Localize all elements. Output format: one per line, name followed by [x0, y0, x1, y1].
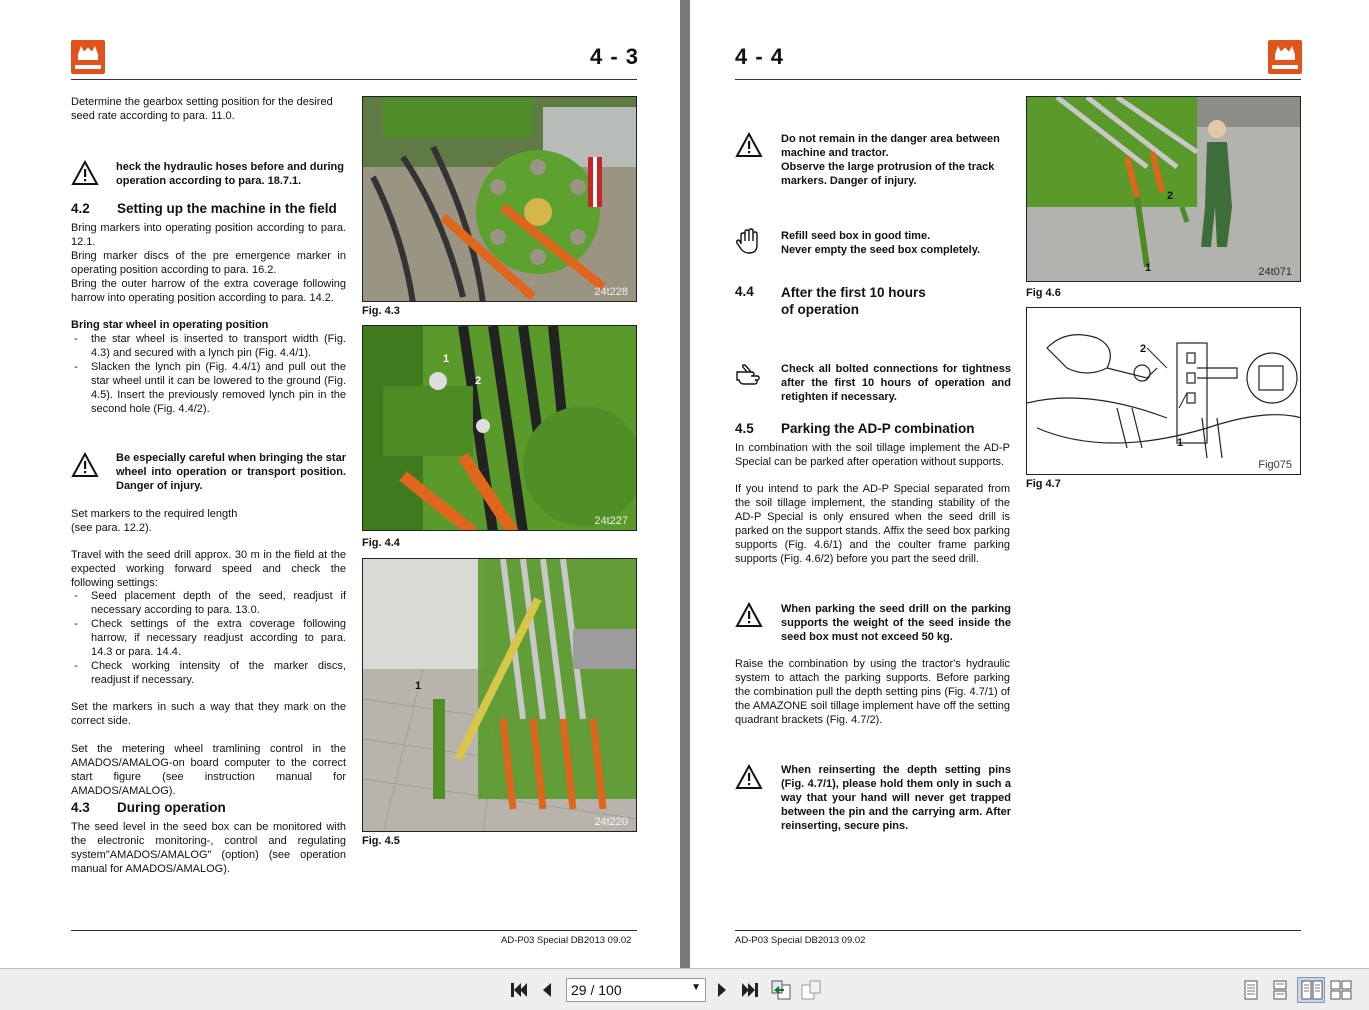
page-number: 4 - 4: [735, 44, 785, 69]
page-right: [690, 0, 1369, 968]
section-number: 4.5: [735, 421, 754, 436]
photo-id: Fig075: [1258, 459, 1292, 471]
figure-photo: [362, 96, 637, 302]
section-heading: [71, 800, 226, 815]
bullet-list: [71, 332, 346, 416]
section-paragraph: In combination with the soil tillage implement the AD-P Special can be parked after operation without supports.: [735, 442, 1010, 468]
warning-text: heck the hydraulic hoses before and during operation according to para. 18.7.1.: [116, 161, 344, 187]
amazone-logo: [1268, 40, 1302, 74]
page-separator: /: [590, 982, 595, 998]
parking-support-illustration: [1027, 97, 1301, 282]
hand-icon: [735, 228, 763, 254]
figure-caption: Fig. 4.4: [362, 537, 400, 549]
bullet-list: [71, 589, 346, 687]
list-item: - Seed placement depth of the seed, readjust if necessary according to para. 13.0.: [71, 589, 346, 617]
photo-id: 24t228: [594, 286, 628, 298]
warning-triangle-icon: [735, 764, 763, 790]
last-page-button[interactable]: [739, 979, 761, 1001]
list-item: - Check working intensity of the marker discs, readjust if necessary.: [71, 659, 346, 687]
warning-triangle-icon: [735, 602, 763, 628]
go-forward-button[interactable]: [799, 979, 823, 1001]
warning-text: Be especially careful when bringing the star wheel into operation or transport position. Danger of injury.: [116, 452, 346, 492]
section-heading: [735, 421, 975, 436]
figure-photo: [1026, 307, 1301, 475]
figure-caption: Fig. 4.5: [362, 835, 400, 847]
next-page-button[interactable]: [713, 979, 731, 1001]
section-paragraph: Bring markers into operating position according to para. 12.1. Bring marker discs of the pre emergence marker in operating position according to para. 16.2. Bring the outer harrow of the extra coverage following harrow into operating position according to para. 14.2.: [71, 222, 346, 304]
section-number: 4.3: [71, 800, 90, 815]
note-text: Check all bolted connections for tightness after the first 10 hours of operation and retighten if necessary.: [781, 363, 1011, 403]
intro-text: Determine the gearbox setting position for the desired seed rate according to para. 11.0.: [71, 96, 333, 122]
footer-rule: [71, 930, 637, 931]
callout-label: 1: [415, 680, 422, 692]
figure-caption: Fig. 4.3: [362, 305, 400, 317]
skip-forward-icon: [741, 982, 759, 998]
photo-id: 24t071: [1258, 266, 1292, 278]
pointing-hand-icon: [735, 362, 763, 388]
footer-rule: [735, 930, 1301, 931]
body-text: Set markers to the required length (see para. 12.2).: [71, 508, 238, 534]
section-title: Parking the AD-P combination: [781, 421, 975, 436]
two-page-view-button[interactable]: [1297, 977, 1325, 1003]
photo-id: 24t227: [594, 515, 628, 527]
list-item: - Slacken the lynch pin (Fig. 4.4/1) and pull out the star wheel until it can be lowered to the ground (Fig. 4.5). Insert the previously removed lynch pin in the second hole (Fig. 4.4/2).: [71, 360, 346, 416]
section-title: Setting up the machine in the field: [117, 201, 337, 216]
note-text: Refill seed box in good time. Never empty the seed box completely.: [781, 230, 981, 256]
callout-label: 2: [475, 375, 482, 387]
section-paragraph: If you intend to park the AD-P Special separated from the soil tillage implement, the standing stability of the AD-P Special is only ensured when the seed drill is parked on the support stands. Affix the seed box parking supports (Fig. 4.6/1) and the coulter frame parking supports (Fig. 4.6/2) before you part the seed drill.: [735, 483, 1010, 565]
star-wheel-illustration: [363, 326, 637, 531]
warning-triangle-icon: [735, 132, 763, 158]
list-item: - the star wheel is inserted to transport width (Fig. 4.3) and secured with a lynch pin (Fig. 4.4/1).: [71, 332, 346, 360]
triangle-left-icon: [541, 982, 553, 998]
section-title: After the first 10 hours of operation: [781, 285, 926, 317]
callout-label: 2: [1140, 343, 1147, 355]
section-number: 4.2: [71, 201, 90, 216]
body-text: Travel with the seed drill approx. 30 m in the field at the expected working forward speed and check the following settings:: [71, 549, 346, 589]
subheading: Bring star wheel in operating position: [71, 319, 269, 331]
warning-triangle-icon: [71, 160, 99, 186]
section-paragraph: The seed level in the seed box can be monitored with the electronic monitoring-, control and regulating system"AMADOS/AMALOG" (option) (see operation manual for AMADOS/AMALOG).: [71, 821, 346, 875]
section-number: 4.4: [735, 284, 754, 299]
seed-drill-illustration: [363, 97, 637, 302]
callout-label: 1: [1177, 437, 1184, 449]
page-left: [0, 0, 680, 968]
section-heading: [71, 201, 337, 216]
total-pages: 100: [598, 982, 622, 998]
callout-label: 2: [1167, 190, 1174, 202]
section-heading: [735, 284, 926, 318]
photo-id: 24t220: [594, 816, 628, 828]
current-page: 29: [571, 982, 587, 998]
figure-photo: [362, 558, 637, 832]
previous-page-button[interactable]: [538, 979, 556, 1001]
body-text: Set the metering wheel tramlining control in the AMADOS/AMALOG-on board computer to the correct start figure (see instruction manual for AMADOS/AMALOG).: [71, 743, 346, 797]
page-number: 4 - 3: [590, 44, 640, 69]
callout-label: 1: [443, 353, 450, 365]
coupled-drill-illustration: [363, 559, 637, 832]
amazone-logo: [71, 40, 105, 74]
figure-caption: Fig 4.7: [1026, 478, 1061, 490]
page-divider: [680, 0, 690, 968]
go-back-button[interactable]: [769, 979, 793, 1001]
single-page-view-icon[interactable]: [1240, 980, 1262, 1000]
figure-photo: [362, 325, 637, 531]
callout-label: 1: [1145, 262, 1152, 274]
body-text: Raise the combination by using the tractor's hydraulic system to attach the parking supports. Before parking the combination pull the depth setting pins (Fig. 4.7/1) of the AMAZONE soil tillage implement have off the setting quadrant brackets (Fig. 4.7/2).: [735, 658, 1010, 726]
header-rule: [71, 79, 637, 80]
header-rule: [735, 79, 1301, 80]
two-page-view-icon: [1301, 980, 1323, 1000]
warning-text: When parking the seed drill on the parking supports the weight of the seed inside the seed box must not exceed 50 kg.: [781, 603, 1011, 643]
figure-photo: [1026, 96, 1301, 282]
first-page-button[interactable]: [508, 979, 530, 1001]
warning-text: Do not remain in the danger area between machine and tractor. Observe the large protrusion of the track markers. Danger of injury.: [781, 133, 1000, 187]
warning-text: When reinserting the depth setting pins (Fig. 4.7/1), please hold them only in such a way that your hand will never get trapped between the pin and the carrying arm. After reinserting, secure pins.: [781, 764, 1011, 832]
depth-pin-drawing: [1027, 308, 1301, 475]
back-view-icon: [770, 980, 792, 1000]
figure-caption: Fig 4.6: [1026, 287, 1061, 299]
skip-back-icon: [510, 982, 528, 998]
section-title: During operation: [117, 800, 226, 815]
triangle-right-icon: [716, 982, 728, 998]
body-text: Set the markers in such a way that they mark on the correct side.: [71, 701, 346, 727]
navigation-toolbar: [0, 968, 1369, 1010]
page-footer: AD-P03 Special DB2013 09.02: [735, 935, 866, 946]
page-number-input[interactable]: [566, 978, 706, 1002]
chevron-down-icon[interactable]: ▼: [691, 982, 701, 993]
list-item: - Check settings of the extra coverage following harrow, if necessary readjust according to para. 14.3 or para. 14.4.: [71, 617, 346, 659]
warning-triangle-icon: [71, 452, 99, 478]
continuous-view-icon[interactable]: [1269, 980, 1291, 1000]
two-page-continuous-view-icon[interactable]: [1330, 980, 1352, 1000]
page-footer: AD-P03 Special DB2013 09.02: [501, 935, 632, 946]
forward-view-icon: [800, 980, 822, 1000]
